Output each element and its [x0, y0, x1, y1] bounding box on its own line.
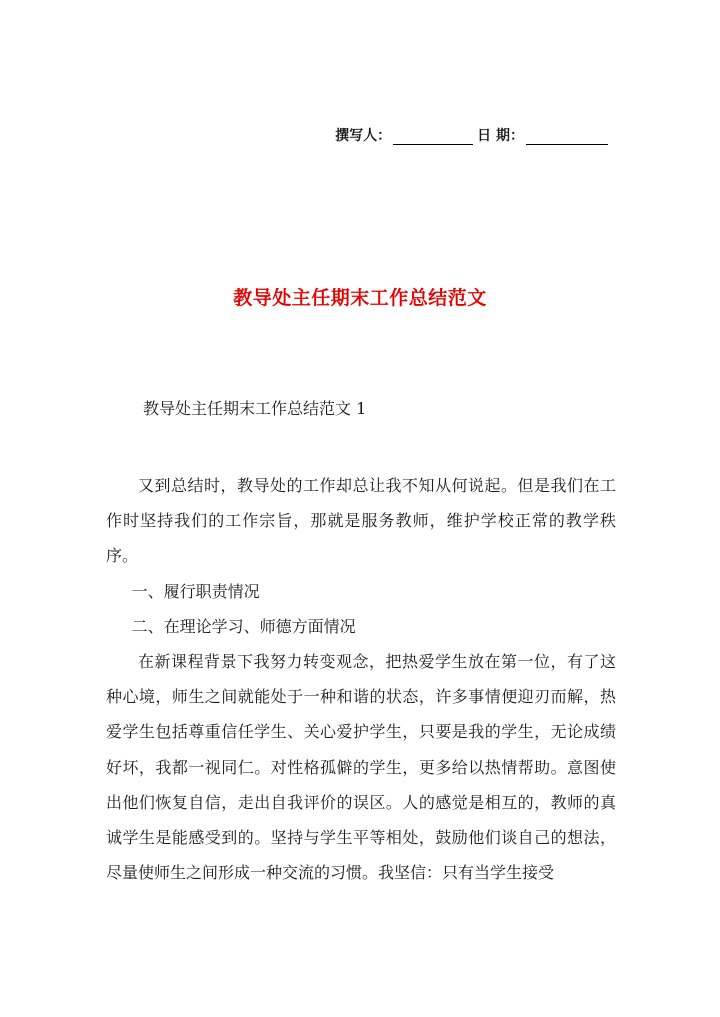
section-subtitle: 教导处主任期末工作总结范文 1: [143, 399, 367, 418]
writer-blank: [393, 132, 473, 145]
document-title: 教导处主任期末工作总结范文: [233, 287, 487, 309]
body-text: [106, 468, 616, 890]
heading-theory-ethics: 二、在理论学习、师德方面情况: [131, 616, 356, 636]
paragraph-new-curriculum: 在新课程背景下我努力转变观念，把热爱学生放在第一位，有了这种心境，师生之间就能处于一种和谐的状态，许多事情便迎刃而解，热爱学生包括尊重信任学生、关心爱护学生，只要是我的学生，无论成绩好坏，我都一视同仁。对性格孤僻的学生，更多给以热情帮助。意图使出他们恢复自信，走出自我评价的误区。人的感觉是相互的，教师的真诚学生是能感受到的。坚持与学生平等相处，鼓励他们谈自己的想法，尽量使师生之间形成一种交流的习惯。我坚信：只有当学生接受: [106, 652, 616, 883]
writer-label: 撰写人：: [335, 128, 392, 144]
date-blank: [526, 132, 608, 145]
date-label: 日 期：: [477, 128, 524, 144]
heading-duties: 一、履行职责情况: [131, 581, 260, 601]
author-date-line: [335, 125, 612, 145]
paragraph-intro: 又到总结时，教导处的工作却总让我不知从何说起。但是我们在工作时坚持我们的工作宗旨，那就是服务教师，维护学校正常的教学秩序。: [106, 476, 616, 566]
